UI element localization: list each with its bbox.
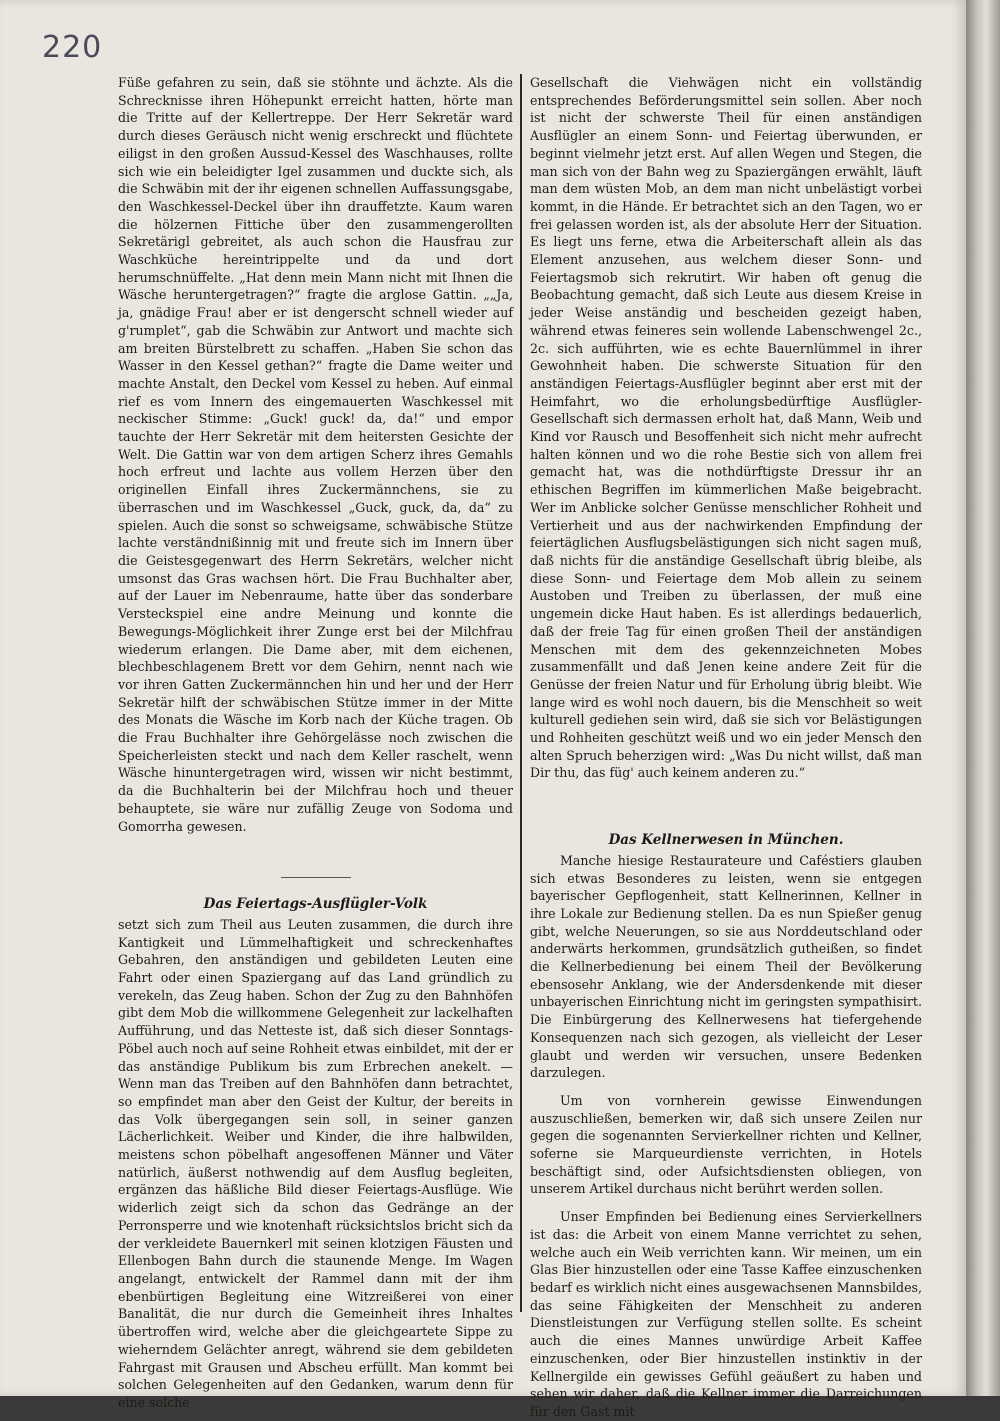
right-paragraph: Unser Empfinden bei Bedienung eines Servierkellners ist das: die Arbeit von einem Manne verrichtet zu sehen, welche auch ein Weib verrichten kann. Wir meinen, um ein Glas Bier hinzustellen oder eine Tasse Kaffee einzuschenken bedarf es wirklich nicht eines ausgewachsenen Mannsbildes, das seine Fähigkeiten der Menschheit zu anderen Dienstleistungen zur Verfügung stellen sollte. Es scheint auch die eines Mannes unwürdige Arbeit Kaffee einzuschenken, oder Bier hinzustellen instinktiv in der Kellnergilde ein gewisses Gefühl geäußert zu haben und sehen wir daher, daß die Kellner immer die Darreichungen für den Gast mit xyxy=(530,1209,922,1419)
handwritten-page-number: 220 xyxy=(42,30,103,65)
right-column xyxy=(530,74,922,1421)
right-paragraph: Manche hiesige Restaurateure und Caféstiers glauben sich etwas Besonderes zu leisten, wenn sie entgegen bayerischer Gepflogenheit, statt Kellnerinnen, Kellner in ihre Lokale zur Bedienung stellen. Da es nun Spießer genug gibt, welche Neuerungen, so sie aus Norddeutschland oder anderwärts herkommen, grundsätzlich gutheißen, so findet die Kellnerbedienung bei einem Theil der Bevölkerung ebensosehr Anklang, wie der Andersdenkende mit dieser unbayerischen Einrichtung nicht im geringsten sympathisirt. Die Einbürgerung des Kellnerwesens hat tiefergehende Konsequenzen nach sich gezogen, als vielleicht der Leser glaubt und werden wir versuchen, unsere Bedenken darzulegen. xyxy=(530,852,922,1081)
left-paragraph: setzt sich zum Theil aus Leuten zusammen, die durch ihre Kantigkeit und Lümmelhaftigkeit und schreckenhaftes Gebahren, den anständigen und gebildeten Leuten eine Fahrt oder einen Spaziergang auf das Land gründlich zu verekeln, das Zeug haben. Schon der Zug zu den Bahnhöfen gibt dem Mob die willkommene Gelegenheit zur lackelhaften Aufführung, und das Netteste ist, daß sich dieser Sonntags-Pöbel auch noch auf seine Rohheit etwas einbildet, mit der er das anständige Publikum bis zum Erbrechen anekelt. — Wenn man das Treiben auf den Bahnhöfen dann betrachtet, so empfindet man aber den Geist der Kultur, der bereits in das Volk übergegangen sein soll, in seiner ganzen Lächerlichkeit. Weiber und Kinder, die ihre halbwilden, meistens schon pöbelhaft angesoffenen Männer und Väter natürlich, äußerst nothwendig auf dem Ausflug begleiten, ergänzen das häßliche Bild dieser Feiertags-Ausflüge. Wie widerlich zeigt sich da schon das Gedränge an der Perronsperre und wie knotenhaft rücksichtslos bricht sich da der verkleidete Bauernkerl mit seinen klotzigen Fäusten und Ellenbogen Bahn durch die staunende Menge. Im Wagen angelangt, entwickelt der Rammel dann mit der ihm ebenbürtigen Begleitung eine Witzreißerei von einer Banalität, die nur durch die Gemeinheit ihres Inhaltes übertroffen wird, welche aber die gleichgeartete Sippe zu wieherndem Gelächter anregt, während sie dem gebildeten Fahrgast mit Grausen und Abscheu erfüllt. Man kommt bei solchen Gelegenheiten auf den Gedanken, warum denn für eine solche xyxy=(118,916,513,1410)
book-edge xyxy=(966,0,1000,1396)
left-column xyxy=(118,74,513,1412)
right-paragraph: Gesellschaft die Viehwägen nicht ein vollständig entsprechendes Beförderungsmittel sein sollen. Aber noch ist nicht der schwerste Theil für einen anständigen Ausflügler an einem Sonn- und Feiertag überwunden, er beginnt vielmehr jetzt erst. Auf allen Wegen und Stegen, die man sich von der Bahn weg zu Spaziergängen erwählt, läuft man dem wüsten Mob, an dem man nicht unbelästigt vorbei kommt, in die Hände. Er betrachtet sich an den Tagen, wo er frei gelassen worden ist, als der absolute Herr der Situation. Es liegt uns ferne, etwa die Arbeiterschaft allein als das Element anzusehen, aus welchem dieser Sonn- und Feiertagsmob sich rekrutirt. Wir haben oft genug die Beobachtung gemacht, daß sich Leute aus diesem Kreise in jeder Weise anständig und bescheiden gezeigt haben, während etwas feineres sein wollende Labenschwengel 2c., 2c. sich aufführten, wie es echte Bauernlümmel in ihrer Gewohnheit haben. Die schwerste Situation für den anständigen Feiertags-Ausflügler beginnt aber erst mit der Heimfahrt, wo die erholungsbedürftige Ausflügler-Gesellschaft sich dermassen erholt hat, daß Mann, Weib und Kind vor Rausch und Besoffenheit sich nicht mehr aufrecht halten können und wo die rohe Bestie sich von allem frei gemacht hat, was die nothdürftigste Dressur ihr an ethischen Begriffen im kümmerlichen Maße beigebracht. Wer im Anblicke solcher Genüsse menschlicher Rohheit und Vertierheit und aus der nachwirkenden Empfindung der feiertäglichen Ausflugsbelästigungen sich nicht sagen muß, daß nichts für die anständige Gesellschaft übrig bleibe, als diese Sonn- und Feiertage dem Mob allein zu seinem Austoben und Treiben zu überlassen, der muß eine ungemein dicke Haut haben. Es ist allerdings bedauerlich, daß der freie Tag für einen großen Theil der anständigen Menschen mit dem des gekennzeichneten Mobes zusammenfällt und daß Jenen keine andere Zeit für die Genüsse der freien Natur und für Erholung übrig bleibt. Wie lange wird es wohl noch dauern, bis die Menschheit so weit kulturell gediehen sein wird, daß sie sich vor Belästigungen und Rohheiten geschützt weiß und wo ein jeder Mensch den alten Spruch beherzigen wird: „Was Du nicht willst, daß man Dir thu, das füg' auch keinem anderen zu.“ xyxy=(530,75,922,781)
column-rule xyxy=(520,74,522,1312)
left-paragraph: Füße gefahren zu sein, daß sie stöhnte und ächzte. Als die Schrecknisse ihren Höhepunkt erreicht hatten, hörte man die Tritte auf der Kellertreppe. Der Herr Sekretär ward durch dieses Geräusch nicht wenig erschreckt und flüchtete eiligst in den großen Aussud-Kessel des Waschhauses, rollte sich wie ein beleidigter Igel zusammen und duckte sich, als die Schwäbin mit der ihr eigenen schnellen Auffassungsgabe, den Waschkessel-Deckel über ihn drauffetzte. Kaum waren die hölzernen Fittiche über den zusammengerollten Sekretärigl gebreitet, als auch schon die Hausfrau zur Waschküche hereintrippelte und da und dort herumschnüffelte. „Hat denn mein Mann nicht mit Ihnen die Wäsche heruntergetragen?“ fragte die arglose Gattin. „„Ja, ja, gnädige Frau! aber er ist dengerscht schnell wieder auf g'rumplet“, gab die Schwäbin zur Antwort und machte sich am breiten Bürstelbrett zu schaffen. „Haben Sie schon das Wasser in den Kessel gethan?“ fragte die Dame weiter und machte Anstalt, den Deckel vom Kessel zu heben. Auf einmal rief es vom Innern des eingemauerten Waschkessel mit neckischer Stimme: „Guck! guck! da, da!“ und empor tauchte der Herr Sekretär mit dem heitersten Gesichte der Welt. Die Gattin war von dem artigen Scherz ihres Gemahls hoch erfreut und lachte aus vollem Herzen über den originellen Einfall ihres Zuckermännchens, sie zu überraschen und im Waschkessel „Guck, guck, da, da“ zu spielen. Auch die sonst so schweigsame, schwäbische Stütze lachte verständnißinnig mit und freute sich im Innern über die Geistesgegenwart des Herrn Sekretärs, welcher nicht umsonst das Gras wachsen hört. Die Frau Buchhalter aber, auf der Lauer im Nebenraume, hatte über das sonderbare Versteckspiel eine andre Meinung und konnte die Bewegungs-Möglichkeit ihrer Zunge erst bei der Milchfrau wiederum erlangen. Die Dame aber, mit dem eichenen, blechbeschlagenem Brett vor dem Gehirn, nennt nach wie vor ihren Gatten Zuckermännchen hin und her und der Herr Sekretär hilft der schwäbischen Stütze immer in der Mitte des Monats die Wäsche im Korb nach der Küche tragen. Ob die Frau Buchhalter ihre Gehörgelässe noch zwischen die Speicherleisten steckt und nach dem Keller raschelt, wenn Wäsche hinuntergetragen wird, wissen wir nicht bestimmt, da die Buchhalterin bei der Milchfrau hoch und theuer behauptete, sie wäre nur zufällig Zeuge von Sodoma und Gomorrha gewesen. xyxy=(118,75,513,834)
section-title-feiertags: Das Feiertags-Ausflügler-Volk xyxy=(203,896,428,913)
right-paragraph: Um von vornherein gewisse Einwendungen auszuschließen, bemerken wir, daß sich unsere Zeilen nur gegen die sogenannten Servierkellner richten und Kellner, soferne sie Marqueurdienste verrichten, in Hotels beschäftigt sind, oder Aufsichtsdiensten obliegen, von unserem Artikel durchaus nicht berührt werden sollen. xyxy=(530,1092,922,1197)
section-title-kellnerwesen: Das Kellnerwesen in München. xyxy=(608,832,844,849)
section-divider xyxy=(281,877,351,878)
